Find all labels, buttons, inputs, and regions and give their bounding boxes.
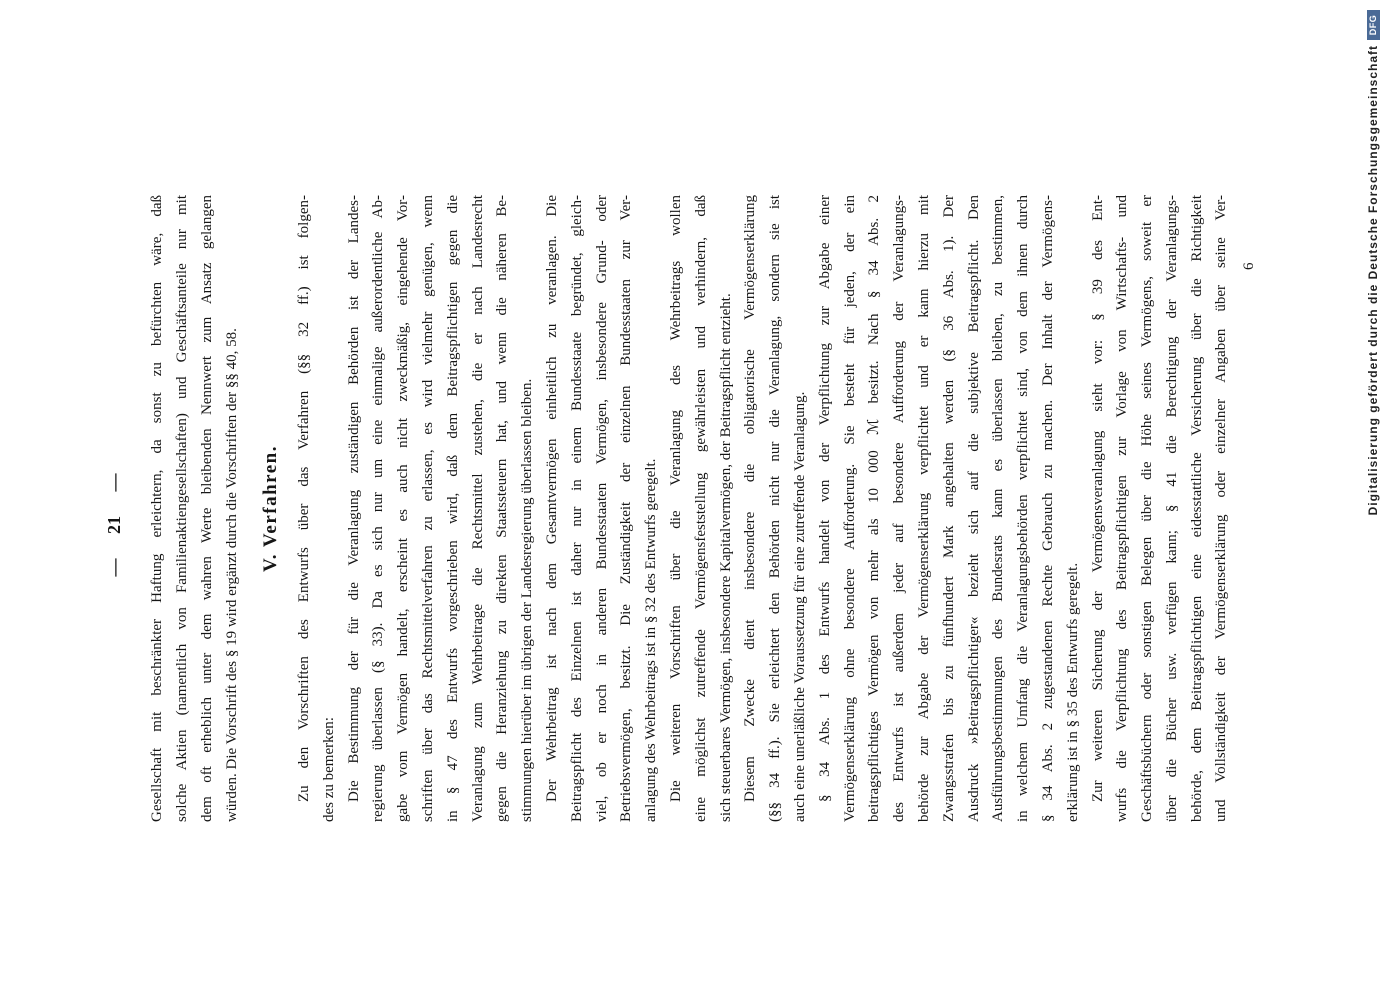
text-line: sich steuerbares Vermögen, insbesondere Kapitalvermögen, der Beitragspflicht entzieht. <box>717 293 734 822</box>
text-line: über die Bücher usw. verfügen kann; § 41 die Berechtigung der Veranlagungs- <box>1163 195 1180 822</box>
text-line: Gesellschaft mit beschränkter Haftung erleichtern, da sonst zu befürchten wäre, daß <box>149 195 165 822</box>
text-line: viel, ob er noch in anderen Bundesstaaten Vermögen, insbesondere Grund- oder <box>593 195 610 822</box>
paragraph <box>540 195 664 822</box>
text-line: Der Wehrbeitrag ist nach dem Gesamtvermögen einheitlich zu veranlagen. Die <box>543 195 560 802</box>
text-line: anlagung des Wehrbeitrags ist in § 32 des Entwurfs geregelt. <box>643 458 660 822</box>
text-line: wurfs die Verpflichtung des Beitragspflichtigen zur Vorlage von Wirtschafts- und <box>1114 195 1131 822</box>
text-line: Ausführungsbestimmungen des Bundesrats kann es überlassen bleiben, zu bestimmen, <box>990 195 1007 822</box>
text-line: Zwangsstrafen bis zu fünfhundert Mark angehalten werden (§ 36 Abs. 1). Der <box>940 195 957 822</box>
paragraph <box>292 195 342 822</box>
text-line: gegen die Heranziehung zu direkten Staatssteuern hat, und wenn die näheren Be- <box>494 195 511 822</box>
text-line: regierung überlassen (§ 33). Da es sich nur um eine einmalige außerordentliche Ab- <box>370 195 387 822</box>
text-line: Diesem Zwecke dient insbesondere die obligatorische Vermögenserklärung <box>742 195 759 802</box>
page-number: — 21 — <box>104 473 124 577</box>
paragraph <box>738 195 812 822</box>
text-line: auch eine unerläßliche Voraussetzung für eine zutreffende Veranlagung. <box>791 391 808 822</box>
text-line: eine möglichst zutreffende Vermögensfeststellung gewährleisten und verhindern, daß <box>692 195 709 822</box>
signature-mark: 6 <box>1241 262 1257 270</box>
paragraph <box>342 195 540 822</box>
text-line: würden. Die Vorschrift des § 19 wird ergänzt durch die Vorschriften der §§ 40, 58. <box>224 328 240 822</box>
text-line: Die Bestimmung der für die Veranlagung zuständigen Behörden ist der Landes- <box>345 195 362 802</box>
text-line: stimmungen hierüber im übrigen der Landesregierung überlassen bleiben. <box>519 378 536 822</box>
text-line: § 34 Abs. 2 zugestandenen Rechte Gebrauch zu machen. Der Inhalt der Vermögens- <box>1039 195 1056 822</box>
text-line: Veranlagung zum Wehrbeitrage die Rechtsmittel zustehen, die er nach Landesrecht <box>469 195 486 822</box>
text-line: Zur weiteren Sicherung der Vermögensveranlagung sieht vor: § 39 des Ent- <box>1089 195 1106 802</box>
text-line: Beitragspflicht des Einzelnen ist daher nur in einem Bundesstaate begründet, gleich- <box>568 195 585 822</box>
text-line: Betriebsvermögen, besitzt. Die Zuständigkeit der einzelnen Bundesstaaten zur Ver- <box>618 195 635 822</box>
text-line: und Vollständigkeit der Vermögenserklärung oder einzelner Angaben über seine Ver- <box>1213 195 1230 822</box>
text-line: solche Aktien (namentlich von Familienaktiengesellschaften) und Geschäftsanteile nur mit <box>174 195 190 822</box>
text-line: gabe vom Vermögen handelt, erscheint es auch nicht zweckmäßig, eingehende Vor- <box>395 195 412 822</box>
text-line: des Entwurfs ist außerdem jeder auf besondere Aufforderung der Veranlagungs- <box>891 195 908 822</box>
digitization-notice <box>1365 10 1381 600</box>
text-line: § 34 Abs. 1 des Entwurfs handelt von der Verpflichtung zur Abgabe einer <box>816 195 833 802</box>
text-line: in § 47 des Entwurfs vorgeschrieben wird, daß dem Beitragspflichtigen gegen die <box>444 195 461 822</box>
text-line: Geschäftsbüchern oder sonstigen Belegen über die Höhe seines Vermögens, soweit er <box>1139 195 1156 822</box>
dfg-logo: DFG <box>1367 10 1380 40</box>
digitization-notice-text: Digitalisierung gefördert durch die Deutsche Forschungsgemeinschaft <box>1366 45 1380 516</box>
text-line: erklärung ist in § 35 des Entwurfs geregelt. <box>1064 562 1081 822</box>
text-line: schriften über das Rechtsmittelverfahren zu erlassen, es wird vielmehr genügen, wenn <box>419 195 436 822</box>
section-body <box>292 195 1234 822</box>
text-line: Vermögenserklärung ohne besondere Aufforderung. Sie besteht für jeden, der ein <box>841 195 858 822</box>
text-line: behörde zur Abgabe der Vermögenserklärung verpflichtet und er kann hierzu mit <box>915 195 932 822</box>
paragraph <box>813 195 1086 822</box>
carryover-text <box>145 195 245 822</box>
text-line: Die weiteren Vorschriften über die Veranlagung des Wehrbeitrags wollen <box>667 195 684 802</box>
paragraph-continued <box>1086 195 1235 822</box>
text-line: in welchem Umfang die Veranlagungsbehörden verpflichtet sind, von dem ihnen durch <box>1015 195 1032 822</box>
text-line: Ausdruck »Beitragspflichtiger« bezieht sich auf die subjektive Beitragspflicht. Den <box>965 195 982 822</box>
paragraph <box>664 195 738 822</box>
text-line: Zu den Vorschriften des Entwurfs über das Verfahren (§§ 32 ff.) ist folgen- <box>296 195 312 802</box>
text-line: dem oft erheblich unter dem wahren Werte bleibenden Nennwert zum Ansatz gelangen <box>199 195 215 822</box>
text-line: behörde, dem Beitragspflichtigen eine eidesstattliche Versicherung über die Richtigkeit <box>1188 195 1205 822</box>
section-heading: V. Verfahren. <box>260 445 281 573</box>
text-line: (§§ 34 ff.). Sie erleichtert den Behörden nicht nur die Veranlagung, sondern sie ist <box>767 195 784 822</box>
text-line: beitragspflichtiges Vermögen von mehr als 10 000 ℳ besitzt. Nach § 34 Abs. 2 <box>866 195 883 822</box>
text-line: des zu bemerken: <box>320 717 337 822</box>
